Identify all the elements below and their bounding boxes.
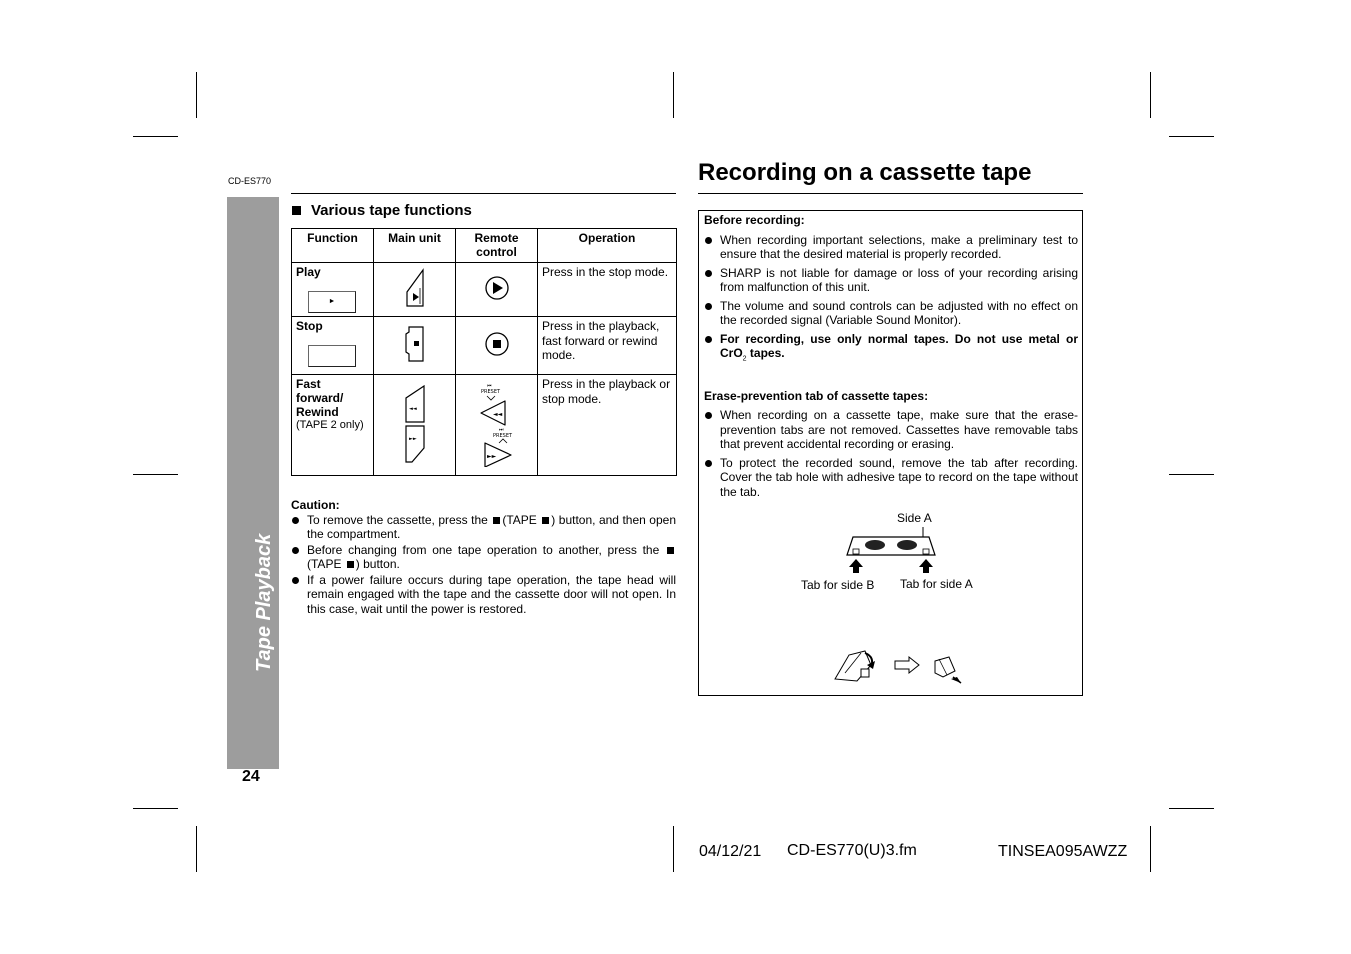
main-unit-stop-button-icon [403,324,427,364]
list-item [291,513,676,542]
page-number: 24 [242,768,260,785]
before-recording-list [704,233,1078,367]
caution-text: Before changing from one tape operation to another, press the [307,542,660,557]
list-item: If a power failure occurs during tape operation, the tape head will remain engaged with the tape and the cassette door will not open. In this case, wait until the power is restored. [291,573,676,617]
crop-mark [1169,808,1214,809]
main-unit-ff-rew-buttons-icon [402,384,428,464]
title-rule [698,193,1083,194]
crop-mark [133,808,178,809]
model-label: CD-ES770 [228,176,272,186]
stop-square-icon [347,561,354,568]
tape-functions-table [291,228,677,476]
stop-square-icon [493,517,500,524]
tab-removal-illustration-icon [831,643,971,687]
caution-text: (TAPE [307,557,342,571]
stop-square-icon [542,517,549,524]
operation-cell: Press in the stop mode. [538,263,677,317]
crop-mark [1169,474,1214,475]
caution-heading: Caution: [291,498,340,512]
column-header: Remote control [456,229,538,263]
function-note: (TAPE 2 only) [296,419,364,431]
crop-mark [673,826,674,872]
caution-text: ) button, and then open the compartment. [307,512,677,541]
function-name: Stop [296,319,323,333]
list-item: SHARP is not liable for damage or loss of your recording arising from malfunction of this unit. [704,266,1078,295]
function-cell [292,317,374,375]
footer-code: TINSEA095AWZZ [998,843,1128,860]
svg-text:◄◄: ◄◄ [408,405,417,412]
side-a-label: Side A [897,511,932,525]
crop-mark [1150,826,1151,872]
list-item [291,543,676,572]
tape-warning-text: For recording, use only normal tapes. Do not use metal or CrO [720,331,1078,360]
column-header: Main unit [374,229,456,263]
svg-text:◄◄: ◄◄ [492,410,502,418]
page-title: Recording on a cassette tape [698,159,1032,186]
column-header: Function [292,229,374,263]
section-title-text: Various tape functions [311,202,472,219]
list-item: To protect the recorded sound, remove the tab after recording. Cover the tab hole with adhesive tape to record on the tape without the tab. [704,456,1078,500]
svg-text:PRESET: PRESET [492,432,512,439]
crop-mark [133,474,178,475]
remote-stop-button-icon [483,330,511,358]
side-tab [227,197,279,769]
tape-warning-text: tapes. [746,346,785,360]
list-item: When recording on a cassette tape, make sure that the erase-prevention tabs are not removed. Cassettes have removable tabs that prevent accidental recording or erasing. [704,408,1078,452]
tab-side-b-label: Tab for side B [801,578,875,592]
svg-text:►►: ►► [408,435,417,442]
main-unit-cell [374,375,456,476]
table-row [292,317,677,375]
before-recording-heading: Before recording: [704,213,805,227]
table-row [292,263,677,317]
crop-mark [673,72,674,118]
remote-cell [456,263,538,317]
erase-prevention-list [704,408,1078,499]
main-unit-cell [374,317,456,375]
caution-block [291,498,676,617]
operation-cell: Press in the playback or stop mode. [538,375,677,476]
list-item: The volume and sound controls can be adjusted with no effect on the recorded signal (Variable Sound Monitor). [704,299,1078,328]
column-header: Operation [538,229,677,263]
crop-mark [1169,136,1214,137]
table-header-row [292,229,677,263]
list-item [704,332,1078,367]
remote-cell [456,375,538,476]
function-name: Play [296,265,321,279]
crop-mark [133,136,178,137]
svg-text:►►: ►► [486,452,496,460]
cassette-icon [843,523,939,573]
section-title [292,202,472,219]
erase-prevention-heading: Erase-prevention tab of cassette tapes: [704,388,929,403]
function-cell [292,263,374,317]
main-unit-play-button-icon [403,268,427,308]
caution-list [291,513,676,617]
stop-square-icon [667,547,674,554]
crop-mark [1150,72,1151,118]
svg-text:⏭: ⏭ [498,426,504,433]
tab-side-a-label: Tab for side A [900,577,973,591]
caution-text: ) button. [355,557,400,571]
remote-ff-rew-buttons-icon [477,381,517,467]
footer-file: CD-ES770(U)3.fm [787,842,917,859]
footer-date: 04/12/21 [699,843,762,860]
operation-cell: Press in the playback, fast forward or rewind mode. [538,317,677,375]
side-tab-label: Tape Playback [253,533,275,672]
stop-key-icon [308,345,356,367]
function-name: Fast forward/ Rewind [296,377,344,419]
recording-info-box [698,210,1083,696]
remote-preset-label: PRESET [480,388,500,395]
play-key-icon: ► [308,291,356,313]
svg-text:⏮: ⏮ [486,382,492,389]
main-unit-cell [374,263,456,317]
function-cell [292,375,374,476]
remote-cell [456,317,538,375]
list-item: When recording important selections, make a preliminary test to ensure that the desired material is properly recorded. [704,233,1078,262]
crop-mark [196,72,197,118]
remote-play-button-icon [483,274,511,302]
crop-mark [196,826,197,872]
caution-text: (TAPE [502,512,537,527]
table-row [292,375,677,476]
subscript: 2 [742,355,747,363]
caution-text: To remove the cassette, press the [307,512,488,527]
square-bullet-icon [292,206,301,215]
section-rule [291,193,676,194]
